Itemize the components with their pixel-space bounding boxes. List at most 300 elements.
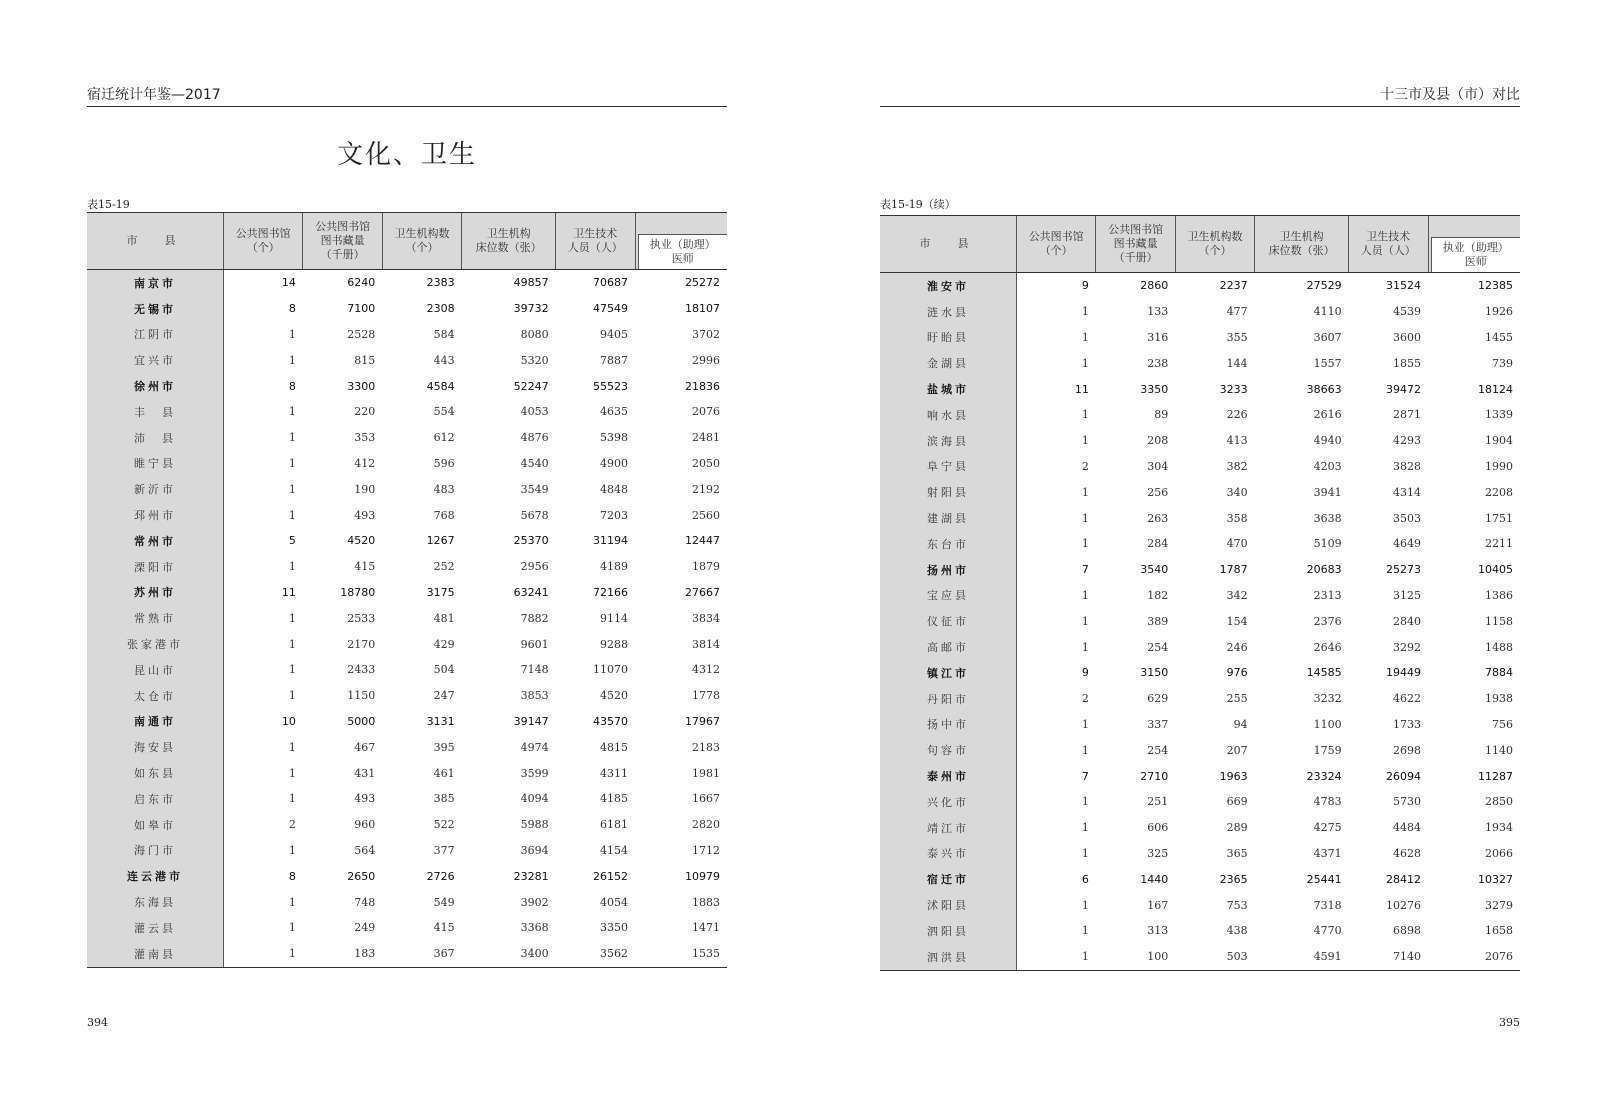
value-cell: 2710 bbox=[1140, 769, 1169, 783]
table-row bbox=[87, 296, 727, 322]
value-cell: 4520 bbox=[347, 534, 376, 548]
table-row bbox=[87, 322, 727, 348]
value-cell: 2533 bbox=[347, 611, 376, 625]
value-cell: 4815 bbox=[600, 740, 628, 754]
region-name-cell: 扬中市 bbox=[880, 712, 1017, 738]
region-name-cell: 苏州市 bbox=[87, 580, 224, 606]
region-name-cell: 连云港市 bbox=[87, 863, 224, 889]
value-cell: 263 bbox=[1147, 511, 1169, 525]
value-cell: 4591 bbox=[1255, 944, 1349, 970]
value-cell: 1 bbox=[288, 456, 296, 470]
value-cell: 52247 bbox=[513, 379, 549, 393]
value-cell: 2208 bbox=[1485, 485, 1513, 499]
value-cell: 14 bbox=[281, 276, 296, 290]
value-cell: 5000 bbox=[347, 714, 376, 728]
value-cell: 18780 bbox=[340, 585, 376, 599]
value-cell: 3694 bbox=[520, 843, 549, 857]
value-cell: 18124 bbox=[1478, 382, 1513, 396]
value-cell: 1855 bbox=[1393, 356, 1421, 370]
value-cell: 49857 bbox=[513, 276, 549, 290]
value-cell: 431 bbox=[354, 766, 376, 780]
value-cell: 483 bbox=[433, 482, 455, 496]
region-name-cell: 镇江市 bbox=[880, 660, 1017, 686]
value-cell: 1926 bbox=[1485, 305, 1513, 319]
value-cell: 1 bbox=[1081, 485, 1089, 499]
value-cell: 4371 bbox=[1313, 846, 1342, 860]
value-cell: 47549 bbox=[593, 302, 628, 316]
value-cell: 669 bbox=[1226, 795, 1248, 809]
value-cell: 9 bbox=[1081, 279, 1089, 293]
value-cell: 1 bbox=[288, 611, 296, 625]
region-name-cell: 涟水县 bbox=[880, 299, 1017, 325]
region-name-cell: 昆山市 bbox=[87, 657, 224, 683]
value-cell: 353 bbox=[354, 431, 376, 445]
table-row bbox=[87, 373, 727, 399]
region-name-cell: 江阴市 bbox=[87, 322, 224, 348]
value-cell: 220 bbox=[354, 405, 376, 419]
value-cell: 2383 bbox=[426, 276, 455, 290]
region-name-cell: 丹阳市 bbox=[880, 686, 1017, 712]
region-name-cell: 东台市 bbox=[880, 531, 1017, 557]
value-cell: 1 bbox=[1081, 305, 1089, 319]
value-cell: 4275 bbox=[1313, 821, 1342, 835]
value-cell: 9114 bbox=[600, 611, 628, 625]
table-row bbox=[880, 557, 1520, 583]
value-cell: 2433 bbox=[347, 663, 376, 677]
value-cell: 2850 bbox=[1485, 795, 1513, 809]
value-cell: 254 bbox=[1147, 743, 1169, 757]
value-cell: 4974 bbox=[520, 740, 549, 754]
value-cell: 1 bbox=[1081, 434, 1089, 448]
value-cell: 249 bbox=[354, 921, 376, 935]
value-cell: 1150 bbox=[347, 689, 376, 703]
value-cell: 739 bbox=[1492, 356, 1513, 370]
value-cell: 190 bbox=[354, 482, 376, 496]
value-cell: 28412 bbox=[1386, 872, 1421, 886]
value-cell: 1 bbox=[1081, 330, 1089, 344]
value-cell: 522 bbox=[433, 818, 455, 832]
value-cell: 342 bbox=[1226, 588, 1248, 602]
table-row bbox=[880, 841, 1520, 867]
value-cell: 564 bbox=[354, 843, 376, 857]
value-cell: 4584 bbox=[426, 379, 455, 393]
value-cell: 1 bbox=[1081, 408, 1089, 422]
value-cell: 4940 bbox=[1313, 434, 1342, 448]
region-name-cell: 兴化市 bbox=[880, 789, 1017, 815]
value-cell: 337 bbox=[1147, 717, 1169, 731]
value-cell: 1 bbox=[288, 689, 296, 703]
value-cell: 238 bbox=[1147, 356, 1169, 370]
value-cell: 3549 bbox=[520, 482, 549, 496]
table-row bbox=[87, 812, 727, 838]
region-name-cell: 张家港市 bbox=[87, 631, 224, 657]
value-cell: 629 bbox=[1147, 692, 1169, 706]
table-row bbox=[880, 479, 1520, 505]
value-cell: 1658 bbox=[1485, 924, 1513, 938]
value-cell: 3562 bbox=[556, 941, 635, 967]
value-cell: 3503 bbox=[1393, 511, 1421, 525]
value-cell: 3233 bbox=[1219, 382, 1248, 396]
value-cell: 2 bbox=[288, 818, 296, 832]
col-doctors: 执业（助理） 医师 bbox=[635, 213, 727, 270]
value-cell: 25370 bbox=[513, 534, 549, 548]
value-cell: 7884 bbox=[1485, 666, 1513, 680]
section-title: 文化、卫生 bbox=[336, 140, 477, 170]
value-cell: 11287 bbox=[1478, 769, 1513, 783]
value-cell: 2956 bbox=[520, 560, 549, 574]
value-cell: 325 bbox=[1147, 846, 1169, 860]
value-cell: 31524 bbox=[1386, 279, 1421, 293]
value-cell: 246 bbox=[1226, 640, 1248, 654]
region-name-cell: 句容市 bbox=[880, 737, 1017, 763]
value-cell: 4628 bbox=[1393, 846, 1421, 860]
value-cell: 382 bbox=[1226, 459, 1248, 473]
value-cell: 365 bbox=[1226, 846, 1248, 860]
value-cell: 208 bbox=[1147, 434, 1169, 448]
table-row bbox=[87, 347, 727, 373]
value-cell: 2 bbox=[1081, 692, 1089, 706]
value-cell: 1535 bbox=[635, 941, 727, 967]
value-cell: 39147 bbox=[513, 714, 549, 728]
value-cell: 2 bbox=[1081, 459, 1089, 473]
value-cell: 1 bbox=[1081, 795, 1089, 809]
table-row bbox=[87, 889, 727, 915]
value-cell: 1938 bbox=[1485, 692, 1513, 706]
value-cell: 4314 bbox=[1393, 485, 1421, 499]
region-name-cell: 扬州市 bbox=[880, 557, 1017, 583]
value-cell: 2996 bbox=[692, 353, 720, 367]
region-name-cell: 建湖县 bbox=[880, 505, 1017, 531]
value-cell: 4520 bbox=[600, 689, 628, 703]
value-cell: 1990 bbox=[1485, 459, 1513, 473]
value-cell: 2871 bbox=[1393, 408, 1421, 422]
value-cell: 39472 bbox=[1386, 382, 1421, 396]
value-cell: 247 bbox=[433, 689, 455, 703]
region-name-cell: 南通市 bbox=[87, 709, 224, 735]
value-cell: 133 bbox=[1147, 305, 1169, 319]
value-cell: 3941 bbox=[1313, 485, 1342, 499]
value-cell: 2183 bbox=[692, 740, 720, 754]
value-cell: 182 bbox=[1147, 588, 1169, 602]
value-cell: 1879 bbox=[692, 560, 720, 574]
value-cell: 25273 bbox=[1386, 563, 1421, 577]
table-row bbox=[880, 428, 1520, 454]
value-cell: 167 bbox=[1147, 898, 1169, 912]
value-cell: 7887 bbox=[600, 353, 628, 367]
value-cell: 9405 bbox=[600, 327, 628, 341]
page-number: 395 bbox=[1499, 1016, 1520, 1029]
value-cell: 4622 bbox=[1393, 692, 1421, 706]
value-cell: 4312 bbox=[692, 663, 720, 677]
value-cell: 23281 bbox=[513, 869, 549, 883]
region-name-cell: 泰兴市 bbox=[880, 841, 1017, 867]
value-cell: 3702 bbox=[692, 327, 720, 341]
table-row bbox=[87, 502, 727, 528]
value-cell: 17967 bbox=[685, 714, 720, 728]
table-row bbox=[880, 660, 1520, 686]
value-cell: 27529 bbox=[1306, 279, 1342, 293]
value-cell: 504 bbox=[433, 663, 455, 677]
value-cell: 3540 bbox=[1140, 563, 1169, 577]
running-head: 宿迁统计年鉴—2017 bbox=[87, 84, 727, 107]
value-cell: 1 bbox=[1081, 640, 1089, 654]
value-cell: 3150 bbox=[1140, 666, 1169, 680]
value-cell: 1 bbox=[1081, 821, 1089, 835]
value-cell: 1 bbox=[288, 327, 296, 341]
value-cell: 20683 bbox=[1306, 563, 1342, 577]
region-name-cell: 邳州市 bbox=[87, 502, 224, 528]
region-name-cell: 如东县 bbox=[87, 760, 224, 786]
table-row bbox=[880, 789, 1520, 815]
table-row bbox=[880, 299, 1520, 325]
value-cell: 5 bbox=[288, 534, 296, 548]
value-cell: 3350 bbox=[1140, 382, 1169, 396]
value-cell: 6240 bbox=[347, 276, 376, 290]
value-cell: 2528 bbox=[347, 327, 376, 341]
value-cell: 2481 bbox=[692, 431, 720, 445]
value-cell: 1 bbox=[1081, 898, 1089, 912]
value-cell: 254 bbox=[1147, 640, 1169, 654]
value-cell: 2616 bbox=[1313, 408, 1342, 422]
value-cell: 2698 bbox=[1393, 743, 1421, 757]
value-cell: 1 bbox=[288, 482, 296, 496]
region-name-cell: 靖江市 bbox=[880, 815, 1017, 841]
table-row bbox=[87, 425, 727, 451]
value-cell: 8 bbox=[288, 869, 296, 883]
value-cell: 1 bbox=[288, 895, 296, 909]
region-name-cell: 盐城市 bbox=[880, 376, 1017, 402]
value-cell: 72166 bbox=[593, 585, 628, 599]
region-name-cell: 新沂市 bbox=[87, 476, 224, 502]
value-cell: 154 bbox=[1226, 614, 1248, 628]
value-cell: 10405 bbox=[1478, 563, 1513, 577]
value-cell: 1883 bbox=[692, 895, 720, 909]
table-row bbox=[880, 686, 1520, 712]
region-name-cell: 灌南县 bbox=[87, 941, 224, 967]
value-cell: 493 bbox=[354, 508, 376, 522]
value-cell: 3175 bbox=[426, 585, 455, 599]
value-cell: 6 bbox=[1081, 872, 1089, 886]
region-name-cell: 泗阳县 bbox=[880, 918, 1017, 944]
value-cell: 1778 bbox=[692, 689, 720, 703]
value-cell: 960 bbox=[354, 818, 376, 832]
value-cell: 6898 bbox=[1393, 924, 1421, 938]
value-cell: 23324 bbox=[1306, 769, 1342, 783]
value-cell: 4783 bbox=[1313, 795, 1342, 809]
table-row bbox=[880, 944, 1520, 970]
value-cell: 2076 bbox=[1428, 944, 1520, 970]
value-cell: 11 bbox=[1074, 382, 1089, 396]
value-cell: 251 bbox=[1147, 795, 1169, 809]
value-cell: 3368 bbox=[520, 921, 549, 935]
value-cell: 5320 bbox=[520, 353, 549, 367]
col-doctors: 执业（助理） 医师 bbox=[1428, 216, 1520, 273]
table-body bbox=[87, 270, 727, 968]
value-cell: 11070 bbox=[593, 663, 628, 677]
value-cell: 1100 bbox=[1313, 717, 1342, 731]
region-name-cell: 泗洪县 bbox=[880, 944, 1017, 970]
value-cell: 284 bbox=[1147, 537, 1169, 551]
value-cell: 10327 bbox=[1478, 872, 1513, 886]
value-cell: 1471 bbox=[692, 921, 720, 935]
value-cell: 3853 bbox=[520, 689, 549, 703]
value-cell: 1 bbox=[1081, 743, 1089, 757]
value-cell: 389 bbox=[1147, 614, 1169, 628]
value-cell: 226 bbox=[1226, 408, 1248, 422]
value-cell: 3125 bbox=[1393, 588, 1421, 602]
col-beds: 卫生机构 床位数（张） bbox=[1255, 216, 1349, 273]
value-cell: 340 bbox=[1226, 485, 1248, 499]
value-cell: 3292 bbox=[1393, 640, 1421, 654]
value-cell: 3300 bbox=[347, 379, 376, 393]
table-row bbox=[87, 399, 727, 425]
value-cell: 4189 bbox=[600, 560, 628, 574]
table-row bbox=[880, 608, 1520, 634]
value-cell: 412 bbox=[354, 456, 376, 470]
value-cell: 8 bbox=[288, 302, 296, 316]
value-cell: 1440 bbox=[1140, 872, 1169, 886]
value-cell: 9601 bbox=[520, 637, 549, 651]
region-name-cell: 滨海县 bbox=[880, 428, 1017, 454]
region-name-cell: 海门市 bbox=[87, 838, 224, 864]
value-cell: 4876 bbox=[520, 431, 549, 445]
value-cell: 1751 bbox=[1485, 511, 1513, 525]
value-cell: 5398 bbox=[600, 431, 628, 445]
value-cell: 255 bbox=[1226, 692, 1248, 706]
region-name-cell: 宝应县 bbox=[880, 583, 1017, 609]
value-cell: 3131 bbox=[426, 714, 455, 728]
value-cell: 1339 bbox=[1485, 408, 1513, 422]
value-cell: 21836 bbox=[685, 379, 720, 393]
value-cell: 1 bbox=[288, 740, 296, 754]
value-cell: 11 bbox=[281, 585, 296, 599]
value-cell: 4094 bbox=[520, 792, 549, 806]
value-cell: 1140 bbox=[1485, 743, 1513, 757]
table-row bbox=[880, 634, 1520, 660]
value-cell: 9288 bbox=[600, 637, 628, 651]
value-cell: 2308 bbox=[426, 302, 455, 316]
table-row bbox=[880, 454, 1520, 480]
value-cell: 1733 bbox=[1393, 717, 1421, 731]
col-region: 市 县 bbox=[87, 213, 224, 270]
value-cell: 1267 bbox=[426, 534, 455, 548]
region-name-cell: 沛 县 bbox=[87, 425, 224, 451]
value-cell: 9 bbox=[1081, 666, 1089, 680]
value-cell: 1 bbox=[288, 792, 296, 806]
col-tech-staff: 卫生技术 人员（人） bbox=[1349, 216, 1428, 273]
value-cell: 1 bbox=[224, 941, 303, 967]
running-head: 十三市及县（市）对比 bbox=[880, 84, 1520, 107]
value-cell: 3828 bbox=[1393, 459, 1421, 473]
region-name-cell: 仪征市 bbox=[880, 608, 1017, 634]
value-cell: 1787 bbox=[1219, 563, 1248, 577]
table-row bbox=[87, 554, 727, 580]
value-cell: 1 bbox=[1017, 944, 1096, 970]
value-cell: 4053 bbox=[520, 405, 549, 419]
value-cell: 1 bbox=[288, 843, 296, 857]
table-row bbox=[87, 528, 727, 554]
value-cell: 1 bbox=[288, 431, 296, 445]
value-cell: 2560 bbox=[692, 508, 720, 522]
value-cell: 1 bbox=[1081, 846, 1089, 860]
value-cell: 395 bbox=[433, 740, 455, 754]
value-cell: 4054 bbox=[600, 895, 628, 909]
value-cell: 89 bbox=[1154, 408, 1169, 422]
region-name-cell: 宿迁市 bbox=[880, 866, 1017, 892]
value-cell: 8 bbox=[288, 379, 296, 393]
value-cell: 25272 bbox=[685, 276, 720, 290]
value-cell: 5730 bbox=[1393, 795, 1421, 809]
table-row bbox=[87, 683, 727, 709]
page-number: 394 bbox=[87, 1016, 108, 1029]
value-cell: 415 bbox=[354, 560, 376, 574]
value-cell: 503 bbox=[1175, 944, 1254, 970]
value-cell: 1 bbox=[1081, 356, 1089, 370]
value-cell: 100 bbox=[1096, 944, 1175, 970]
value-cell: 612 bbox=[433, 431, 455, 445]
value-cell: 4203 bbox=[1313, 459, 1342, 473]
value-cell: 3814 bbox=[692, 637, 720, 651]
value-cell: 31194 bbox=[593, 534, 628, 548]
value-cell: 4185 bbox=[600, 792, 628, 806]
value-cell: 470 bbox=[1226, 537, 1248, 551]
value-cell: 1 bbox=[288, 663, 296, 677]
region-name-cell: 溧阳市 bbox=[87, 554, 224, 580]
value-cell: 4540 bbox=[520, 456, 549, 470]
value-cell: 3599 bbox=[520, 766, 549, 780]
region-name-cell: 徐州市 bbox=[87, 373, 224, 399]
value-cell: 1 bbox=[1081, 537, 1089, 551]
value-cell: 1 bbox=[288, 637, 296, 651]
value-cell: 4900 bbox=[600, 456, 628, 470]
value-cell: 183 bbox=[303, 941, 382, 967]
col-beds: 卫生机构 床位数（张） bbox=[462, 213, 556, 270]
value-cell: 2726 bbox=[426, 869, 455, 883]
region-name-cell: 盱眙县 bbox=[880, 325, 1017, 351]
table-label: 表15-19 bbox=[87, 198, 130, 211]
region-name-cell: 金湖县 bbox=[880, 350, 1017, 376]
value-cell: 753 bbox=[1226, 898, 1248, 912]
value-cell: 1 bbox=[288, 560, 296, 574]
value-cell: 25441 bbox=[1306, 872, 1342, 886]
value-cell: 549 bbox=[433, 895, 455, 909]
table-row bbox=[87, 838, 727, 864]
col-tech-staff: 卫生技术 人员（人） bbox=[556, 213, 635, 270]
table-row bbox=[87, 270, 727, 296]
col-libraries: 公共图书馆 （个） bbox=[1017, 216, 1096, 273]
value-cell: 768 bbox=[433, 508, 455, 522]
value-cell: 316 bbox=[1147, 330, 1169, 344]
value-cell: 748 bbox=[354, 895, 376, 909]
value-cell: 26152 bbox=[593, 869, 628, 883]
value-cell: 3638 bbox=[1313, 511, 1342, 525]
col-health-institutions: 卫生机构数 （个） bbox=[382, 213, 461, 270]
value-cell: 438 bbox=[1226, 924, 1248, 938]
value-cell: 3834 bbox=[692, 611, 720, 625]
value-cell: 1934 bbox=[1485, 821, 1513, 835]
value-cell: 3232 bbox=[1313, 692, 1342, 706]
value-cell: 461 bbox=[433, 766, 455, 780]
region-name-cell: 东海县 bbox=[87, 889, 224, 915]
value-cell: 1158 bbox=[1485, 614, 1513, 628]
table-row bbox=[880, 583, 1520, 609]
region-name-cell: 宜兴市 bbox=[87, 347, 224, 373]
col-region: 市 县 bbox=[880, 216, 1017, 273]
value-cell: 7882 bbox=[520, 611, 549, 625]
value-cell: 467 bbox=[354, 740, 376, 754]
value-cell: 3600 bbox=[1393, 330, 1421, 344]
value-cell: 1712 bbox=[692, 843, 720, 857]
